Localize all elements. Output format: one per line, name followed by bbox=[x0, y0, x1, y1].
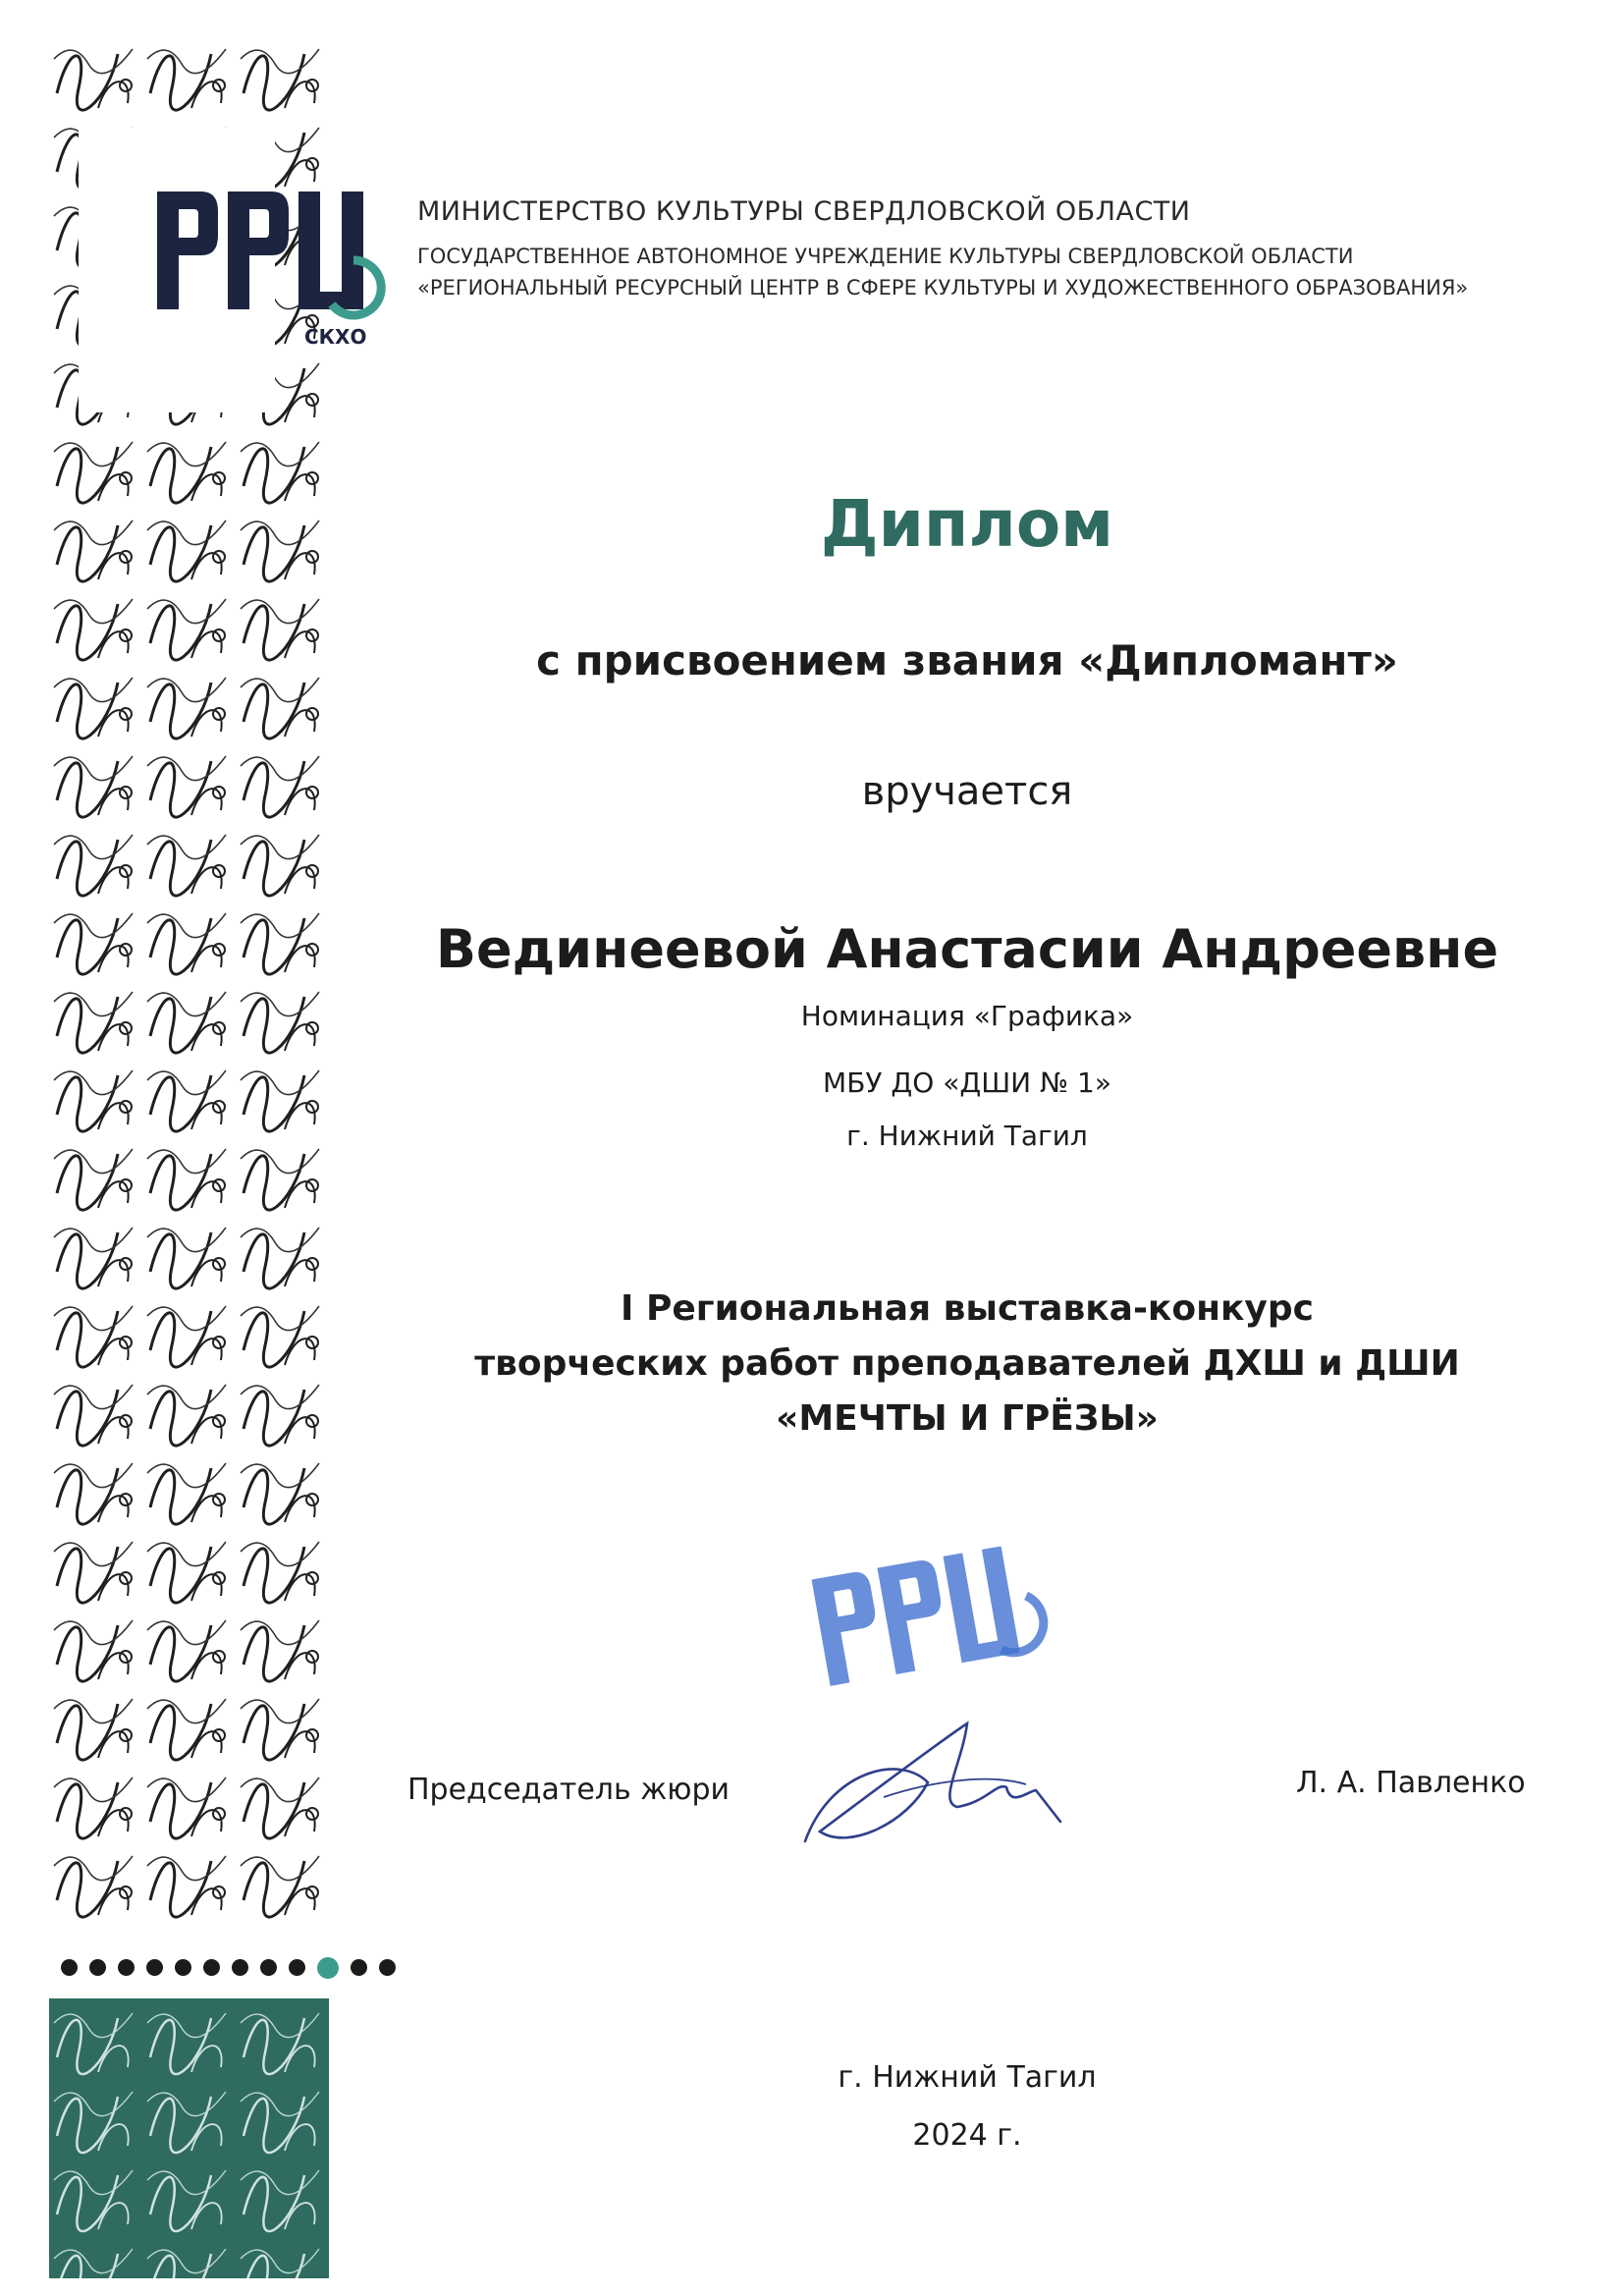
handwritten-signature bbox=[790, 1714, 1095, 1861]
recipient-name: Вединеевой Анастасии Андреевне bbox=[435, 918, 1499, 980]
institution-name-line2: «РЕГИОНАЛЬНЫЙ РЕСУРСНЫЙ ЦЕНТР В СФЕРЕ КУЛЬТУРЫ И ХУДОЖЕСТВЕННОГО ОБРАЗОВАНИЯ» bbox=[417, 276, 1469, 300]
dot bbox=[118, 1959, 135, 1976]
footer-year: 2024 г. bbox=[912, 2118, 1022, 2153]
dot bbox=[379, 1959, 396, 1976]
school-name: МБУ ДО «ДШИ № 1» bbox=[823, 1066, 1111, 1099]
event-title-line1: I Региональная выставка-конкурс bbox=[621, 1288, 1314, 1329]
dot bbox=[260, 1959, 277, 1976]
event-title-line3: «МЕЧТЫ И ГРЁЗЫ» bbox=[776, 1398, 1159, 1439]
dot bbox=[146, 1959, 163, 1976]
diploma-subtitle: с присвоением звания «Дипломант» bbox=[536, 636, 1398, 684]
dot-accent bbox=[317, 1957, 339, 1979]
calligraphy-pattern-teal bbox=[49, 1998, 329, 2278]
chair-role: Председатель жюри bbox=[407, 1773, 731, 1807]
dot-row bbox=[61, 1959, 396, 1979]
dot bbox=[232, 1959, 248, 1976]
institution-name-line1: ГОСУДАРСТВЕННОЕ АВТОНОМНОЕ УЧРЕЖДЕНИЕ КУЛЬТУРЫ СВЕРДЛОВСКОЙ ОБЛАСТИ bbox=[417, 245, 1354, 268]
dot bbox=[203, 1959, 220, 1976]
nomination: Номинация «Графика» bbox=[800, 1000, 1134, 1032]
dot bbox=[89, 1959, 106, 1976]
dot bbox=[175, 1959, 191, 1976]
ministry-name: МИНИСТЕРСТВО КУЛЬТУРЫ СВЕРДЛОВСКОЙ ОБЛАСТИ bbox=[417, 196, 1191, 227]
diploma-title: Диплом bbox=[820, 486, 1114, 562]
recipient-city: г. Нижний Тагил bbox=[846, 1120, 1088, 1152]
awarded-label: вручается bbox=[861, 769, 1073, 814]
event-title bbox=[329, 1282, 1605, 1447]
dot bbox=[351, 1959, 367, 1976]
dot bbox=[289, 1959, 305, 1976]
footer-city: г. Нижний Тагил bbox=[838, 2060, 1097, 2095]
organization-stamp bbox=[800, 1517, 1095, 1714]
logo-subtitle: СКХО bbox=[304, 325, 367, 349]
dot bbox=[61, 1959, 78, 1976]
rrc-logo bbox=[157, 191, 393, 349]
event-title-line2: творческих работ преподавателей ДХШ и ДШИ bbox=[474, 1343, 1460, 1384]
chair-name: Л. А. Павленко bbox=[1296, 1766, 1526, 1800]
issuer-header bbox=[417, 196, 1556, 307]
ornament-block-teal bbox=[49, 1998, 329, 2278]
